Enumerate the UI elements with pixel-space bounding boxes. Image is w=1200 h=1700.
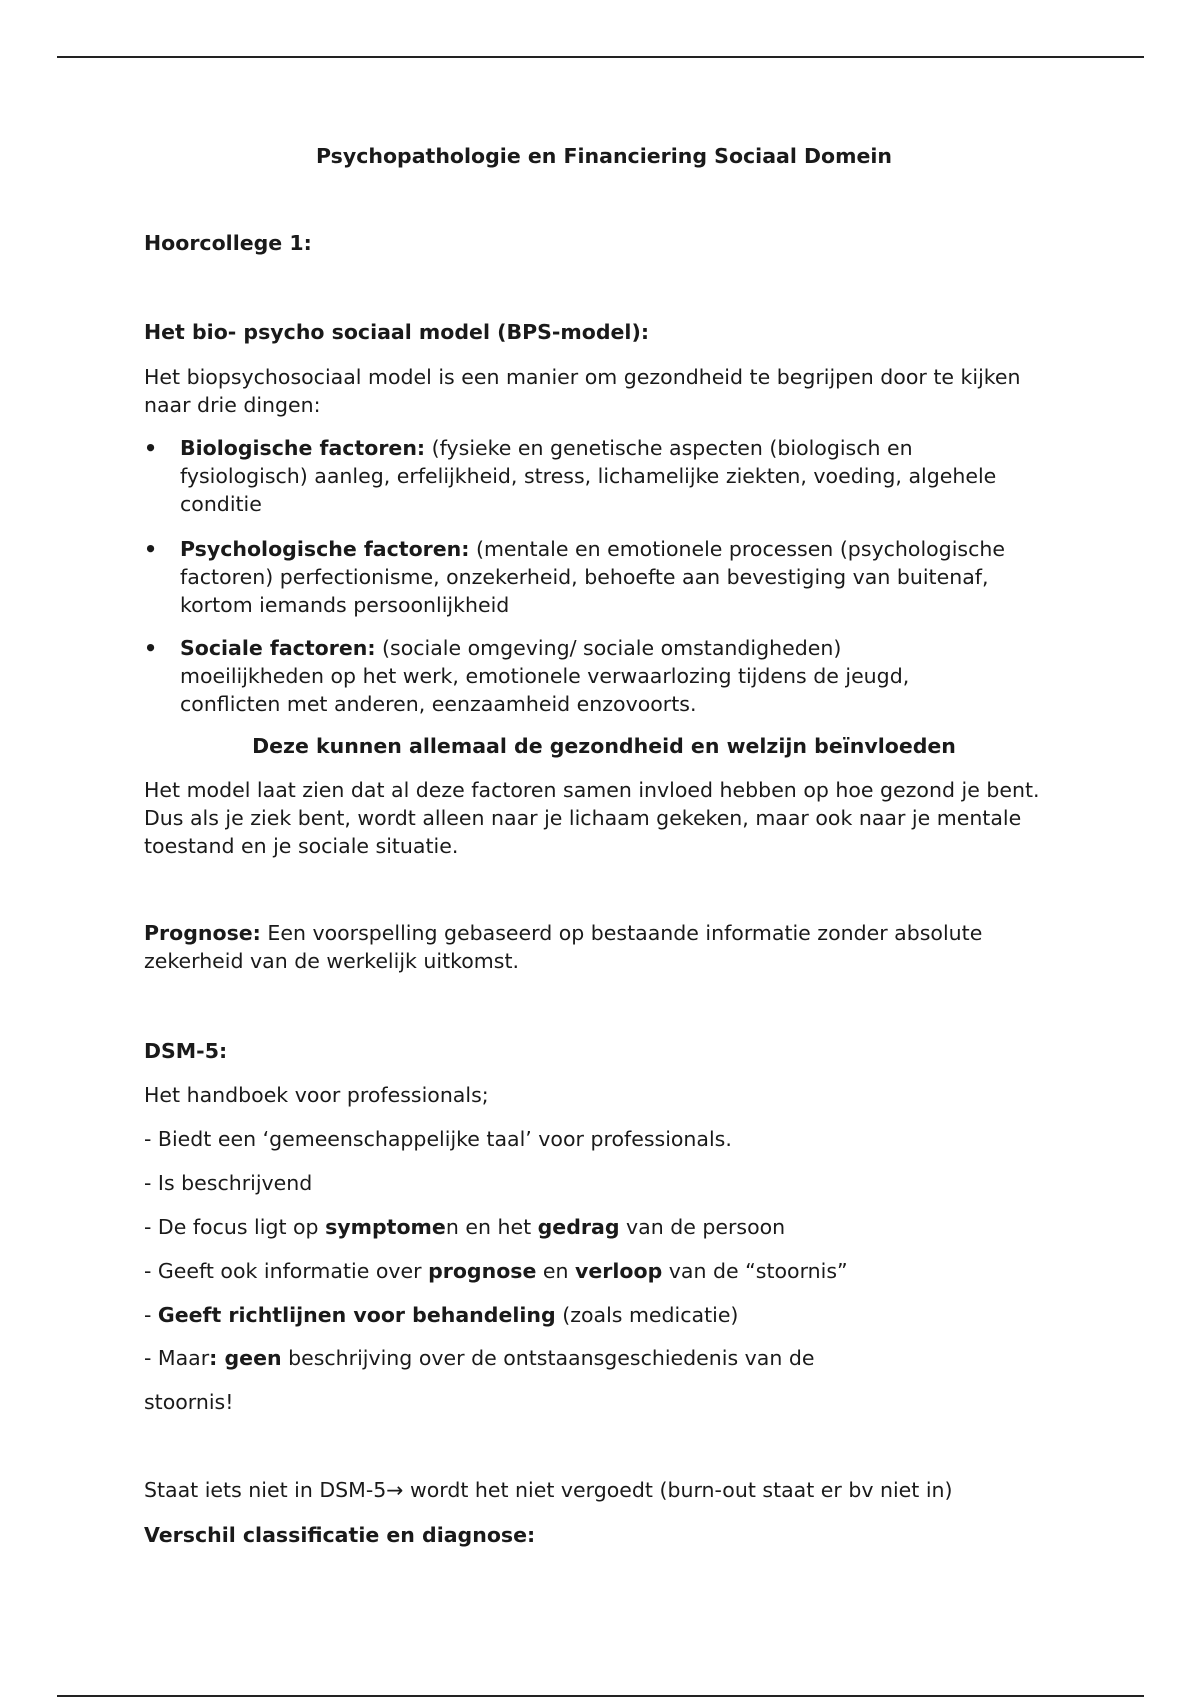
text-segment: - De focus ligt op — [144, 1215, 326, 1239]
bold-segment: gedrag — [537, 1215, 620, 1239]
bullet-description: (mentale en emotionele processen (psychologische factoren) perfectionisme, onzekerheid, behoefte aan bevestiging van buitenaf, kortom iemands persoonlijkheid — [180, 537, 1005, 617]
dsm-line-descriptive: - Is beschrijvend — [144, 1171, 313, 1195]
text-segment: - Geeft ook informatie over — [144, 1259, 429, 1283]
bold-segment: prognose — [428, 1259, 537, 1283]
prognose-label: Prognose: — [144, 921, 261, 945]
header-rule — [57, 56, 1144, 58]
text-segment: van de “stoornis” — [662, 1259, 848, 1283]
bold-segment: symptome — [325, 1215, 446, 1239]
bullet-text — [180, 634, 980, 718]
bullet-term: Psychologische factoren: — [180, 537, 470, 561]
dsm-line-guidelines — [144, 1301, 1064, 1329]
bullet-text — [180, 434, 1010, 518]
text-segment: (zoals medicatie) — [555, 1303, 739, 1327]
dsm-reimbursement: Staat iets niet in DSM-5→ wordt het niet vergoedt (burn-out staat er bv niet in) — [144, 1478, 953, 1502]
prognose-text: Een voorspelling gebaseerd op bestaande informatie zonder absolute zekerheid van de werkelijk uitkomst. — [144, 921, 983, 973]
bullet-dot: • — [144, 636, 158, 660]
dsm-line-focus — [144, 1213, 1064, 1241]
bullet-text — [180, 535, 1010, 619]
document-title: Psychopathologie en Financiering Sociaal Domein — [315, 144, 893, 168]
bold-segment: Geeft richtlijnen voor behandeling — [157, 1303, 556, 1327]
text-segment: - — [144, 1303, 158, 1327]
dsm-intro: Het handboek voor professionals; — [144, 1083, 489, 1107]
text-segment: en — [536, 1259, 576, 1283]
bps-heading: Het bio- psycho sociaal model (BPS-model): — [144, 320, 650, 344]
bullet-dot: • — [144, 537, 158, 561]
dsm-line-no-origin — [144, 1344, 1064, 1372]
prognose-paragraph — [144, 919, 1064, 975]
dsm-line-prognosis — [144, 1257, 1064, 1285]
text-segment: beschrijving over de ontstaansgeschiedenis van de — [281, 1346, 815, 1370]
bullet-description: (fysieke en genetische aspecten (biologisch en fysiologisch) aanleg, erfelijkheid, stress, lichamelijke ziekten, voeding, algehele conditie — [180, 436, 997, 516]
bullet-description: (sociale omgeving/ sociale omstandigheden) moeilijkheden op het werk, emotionele verwaarlozing tijdens de jeugd, conflicten met anderen, eenzaamheid enzovoorts. — [180, 636, 910, 716]
bps-explanation: Het model laat zien dat al deze factoren samen invloed hebben op hoe gezond je bent. Dus als je ziek bent, wordt alleen naar je lichaam gekeken, maar ook naar je mentale toestand en je sociale situatie. — [144, 778, 1040, 858]
bullet-term: Biologische factoren: — [180, 436, 426, 460]
difference-heading: Verschil classificatie en diagnose: — [144, 1523, 536, 1547]
bullet-dot: • — [144, 436, 158, 460]
text-segment: - Maar — [144, 1346, 210, 1370]
bullet-term: Sociale factoren: — [180, 636, 376, 660]
dsm-line-common-language: - Biedt een ‘gemeenschappelijke taal’ voor professionals. — [144, 1127, 732, 1151]
dsm-line-stoornis: stoornis! — [144, 1390, 234, 1414]
bps-intro: Het biopsychosociaal model is een manier om gezondheid te begrijpen door te kijken naar drie dingen: — [144, 365, 1021, 417]
dsm-heading: DSM-5: — [144, 1039, 228, 1063]
text-segment: van de persoon — [619, 1215, 786, 1239]
bold-segment: verloop — [575, 1259, 663, 1283]
bold-segment: : geen — [209, 1346, 282, 1370]
bps-emphasis: Deze kunnen allemaal de gezondheid en welzijn beïnvloeden — [252, 734, 956, 758]
lecture-heading: Hoorcollege 1: — [144, 231, 312, 255]
text-segment: n en het — [445, 1215, 538, 1239]
footer-rule — [57, 1695, 1144, 1697]
